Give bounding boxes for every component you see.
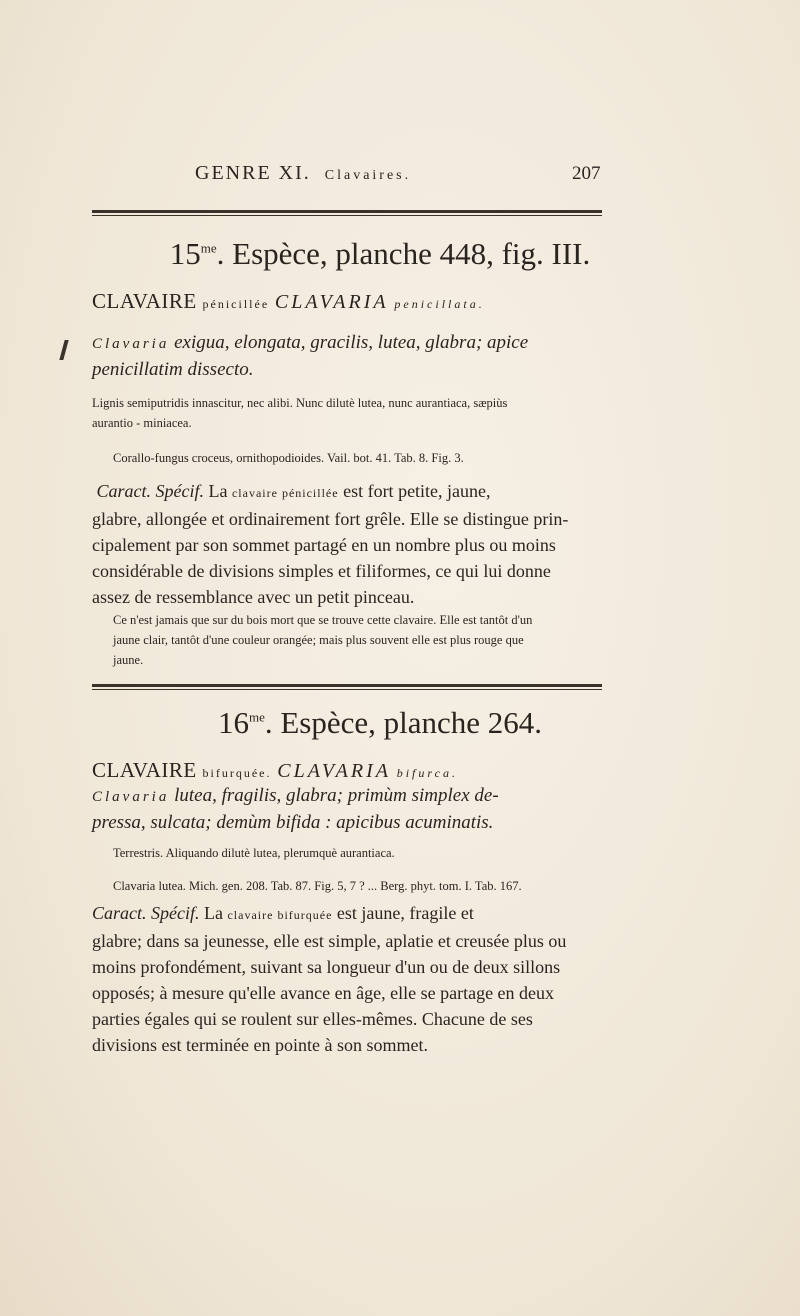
species-16-description: Caract. Spécif. La clavaire bifurquée est jaune, fragile et glabre; dans sa jeunesse, elle est simple, aplatie et creusée plus ou moins profondément, suivant sa longueur d'un ou de deux sillons opposés; à mesure qu'elle avance en âge, elle se partage en deux parties égales qui se roulent sur elles-mêmes. Chacune de ses divisions est terminée en pointe à son sommet. [92,903,567,1055]
species-15-latin-diagnosis: Clavaria exigua, elongata, gracilis, lutea, glabra; apice penicillatim dissecto. [92,332,529,380]
species-15-note: Ce n'est jamais que sur du bois mort que se trouve cette clavaire. Elle est tantôt d'un jaune clair, tantôt d'une couleur orangée; mais plus souvent elle est plus rouge que jaune. [113,613,533,667]
margin-mark [59,340,68,360]
section-label: Clavaires. [324,168,412,183]
species-15-title: CLAVAIRE pénicillée CLAVARIA penicillata. [92,289,485,313]
species-16-heading: $16^{me}$. Espèce, planche 264. [217,705,543,740]
species-15-synonym: Corallo-fungus croceus, ornithopodioides. Vail. bot. 41. Tab. 8. Fig. 3. [113,451,464,465]
species-16-habitat: Terrestris. Aliquando dilutè lutea, plerumquè aurantiaca. [113,846,395,860]
species-16-title: CLAVAIRE bifurquée. CLAVARIA bifurca. [92,758,458,782]
section-rule [92,684,602,690]
genre-label: GENRE XI. [195,162,311,184]
header-rule [92,210,602,216]
species-15-habitat: Lignis semiputridis innascitur, nec alibi. Nunc dilutè lutea, nunc aurantiaca, sæpiùs aurantio - miniacea. [92,396,508,430]
species-16-synonym: Clavaria lutea. Mich. gen. 208. Tab. 87. Fig. 5, 7 ? ... Berg. phyt. tom. I. Tab. 167. [113,879,522,893]
species-15-description: Caract. Spécif. La clavaire pénicillée est fort petite, jaune, glabre, allongée et ordinairement fort grêle. Elle se distingue prin- cipalement par son sommet partagé en un nombre plus ou moins considérable de divisions simples et filiformes, ce qui lui donne assez de ressemblance avec un petit pinceau. [92,481,569,607]
species-15-heading: $15^{me}$. Espèce, planche 448, fig. III. [169,236,591,271]
species-16-latin-diagnosis: Clavaria lutea, fragilis, glabra; primùm simplex de- pressa, sulcata; demùm bifida : apicibus acuminatis. [92,785,499,833]
page-number: 207 [572,163,601,184]
